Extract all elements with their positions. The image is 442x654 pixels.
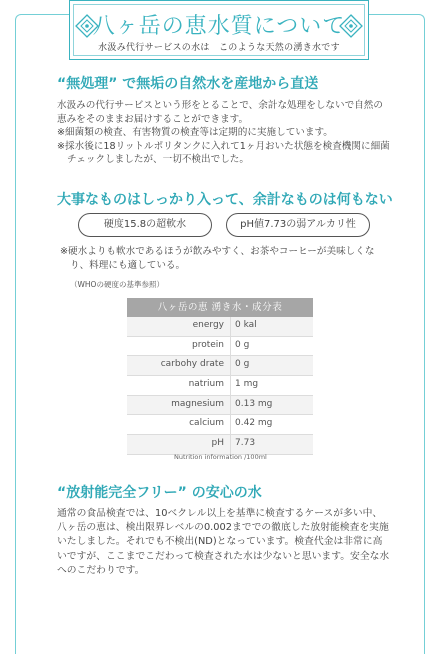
- row-label: magnesium: [171, 398, 224, 409]
- page-title: 八ヶ岳の恵水質について: [92, 14, 346, 39]
- column-divider: [230, 435, 231, 454]
- note-text: ※硬水よりも軟水であるほうが飲みやすく、お茶やコーヒーが美味しくなり、料理にも適している。: [60, 246, 375, 271]
- page-subtitle: 水汲み代行サービスの水は このような天然の湧き水です: [98, 43, 340, 53]
- section-body-radiation-free: [57, 507, 392, 578]
- soft-water-note: [60, 245, 386, 272]
- row-value: 7.73: [235, 438, 256, 449]
- row-value: 1 mg: [235, 379, 259, 390]
- section-heading-no-processing: “無処理” で無垢の自然水を産地から直送: [57, 76, 319, 92]
- row-label: carbohy drate: [160, 359, 224, 370]
- column-divider: [230, 415, 231, 434]
- paragraph: 水汲みの代行サービスという形をとることで、余計な処理をしないで自然の恵みをそのままお届けすることができます。: [57, 100, 383, 125]
- row-value: 0 g: [235, 359, 250, 370]
- row-value: 0 g: [235, 339, 250, 350]
- hardness-badge: 硬度15.8の超軟水: [78, 213, 212, 237]
- table-row: [127, 396, 313, 416]
- row-value: 0.13 mg: [235, 398, 273, 409]
- table-title: 八ヶ岳の恵 湧き水・成分表: [127, 298, 313, 317]
- row-value: 0.42 mg: [235, 418, 273, 429]
- column-divider: [230, 337, 231, 356]
- paragraph: ※細菌類の検査、有害物質の検査等は定期的に実施しています。: [57, 127, 333, 139]
- table-row: [127, 376, 313, 396]
- column-divider: [230, 396, 231, 415]
- paragraph: 通常の食品検査では、10ベクレル以上を基準に検査するケースが多い中、八ヶ岳の恵は、検出限界レベルの0.002まででの徹底した放射能検査を実施いたしました。それでも不検出(ND)となっています。検査代金は非常に高いですが、ここまでこだわって検査された水は少ないと思います。安全な水へのこだわりです。: [57, 508, 390, 576]
- column-divider: [230, 376, 231, 395]
- row-value: 0 kal: [235, 320, 257, 330]
- paragraph: ※採水後に18リットルポリタンクに入れて1ヶ月おいた状態を検査機関に細菌チェックしましたが、一切不検出でした。: [57, 140, 390, 166]
- table-row: [127, 435, 313, 455]
- section-body-no-processing: [57, 99, 392, 167]
- table-row: [127, 337, 313, 357]
- nutrition-table: [127, 298, 313, 455]
- row-label: pH: [211, 438, 224, 449]
- column-divider: [230, 356, 231, 375]
- table-row: [127, 415, 313, 435]
- row-label: protein: [192, 339, 224, 350]
- section-heading-essentials: 大事なものはしっかり入って、余計なものは何もない: [57, 192, 393, 208]
- table-footnote: Nutrition information /100ml: [174, 453, 267, 461]
- ph-badge: pH値7.73の弱アルカリ性: [226, 213, 370, 237]
- title-banner: [69, 0, 369, 60]
- table-row: [127, 356, 313, 376]
- table-row: [127, 317, 313, 337]
- row-label: calcium: [189, 418, 224, 429]
- row-label: energy: [192, 320, 224, 330]
- who-reference-note: （WHOの硬度の基準参照）: [70, 280, 164, 289]
- row-label: natrium: [188, 379, 224, 390]
- column-divider: [230, 317, 231, 336]
- section-heading-radiation-free: “放射能完全フリー” の安心の水: [57, 485, 262, 501]
